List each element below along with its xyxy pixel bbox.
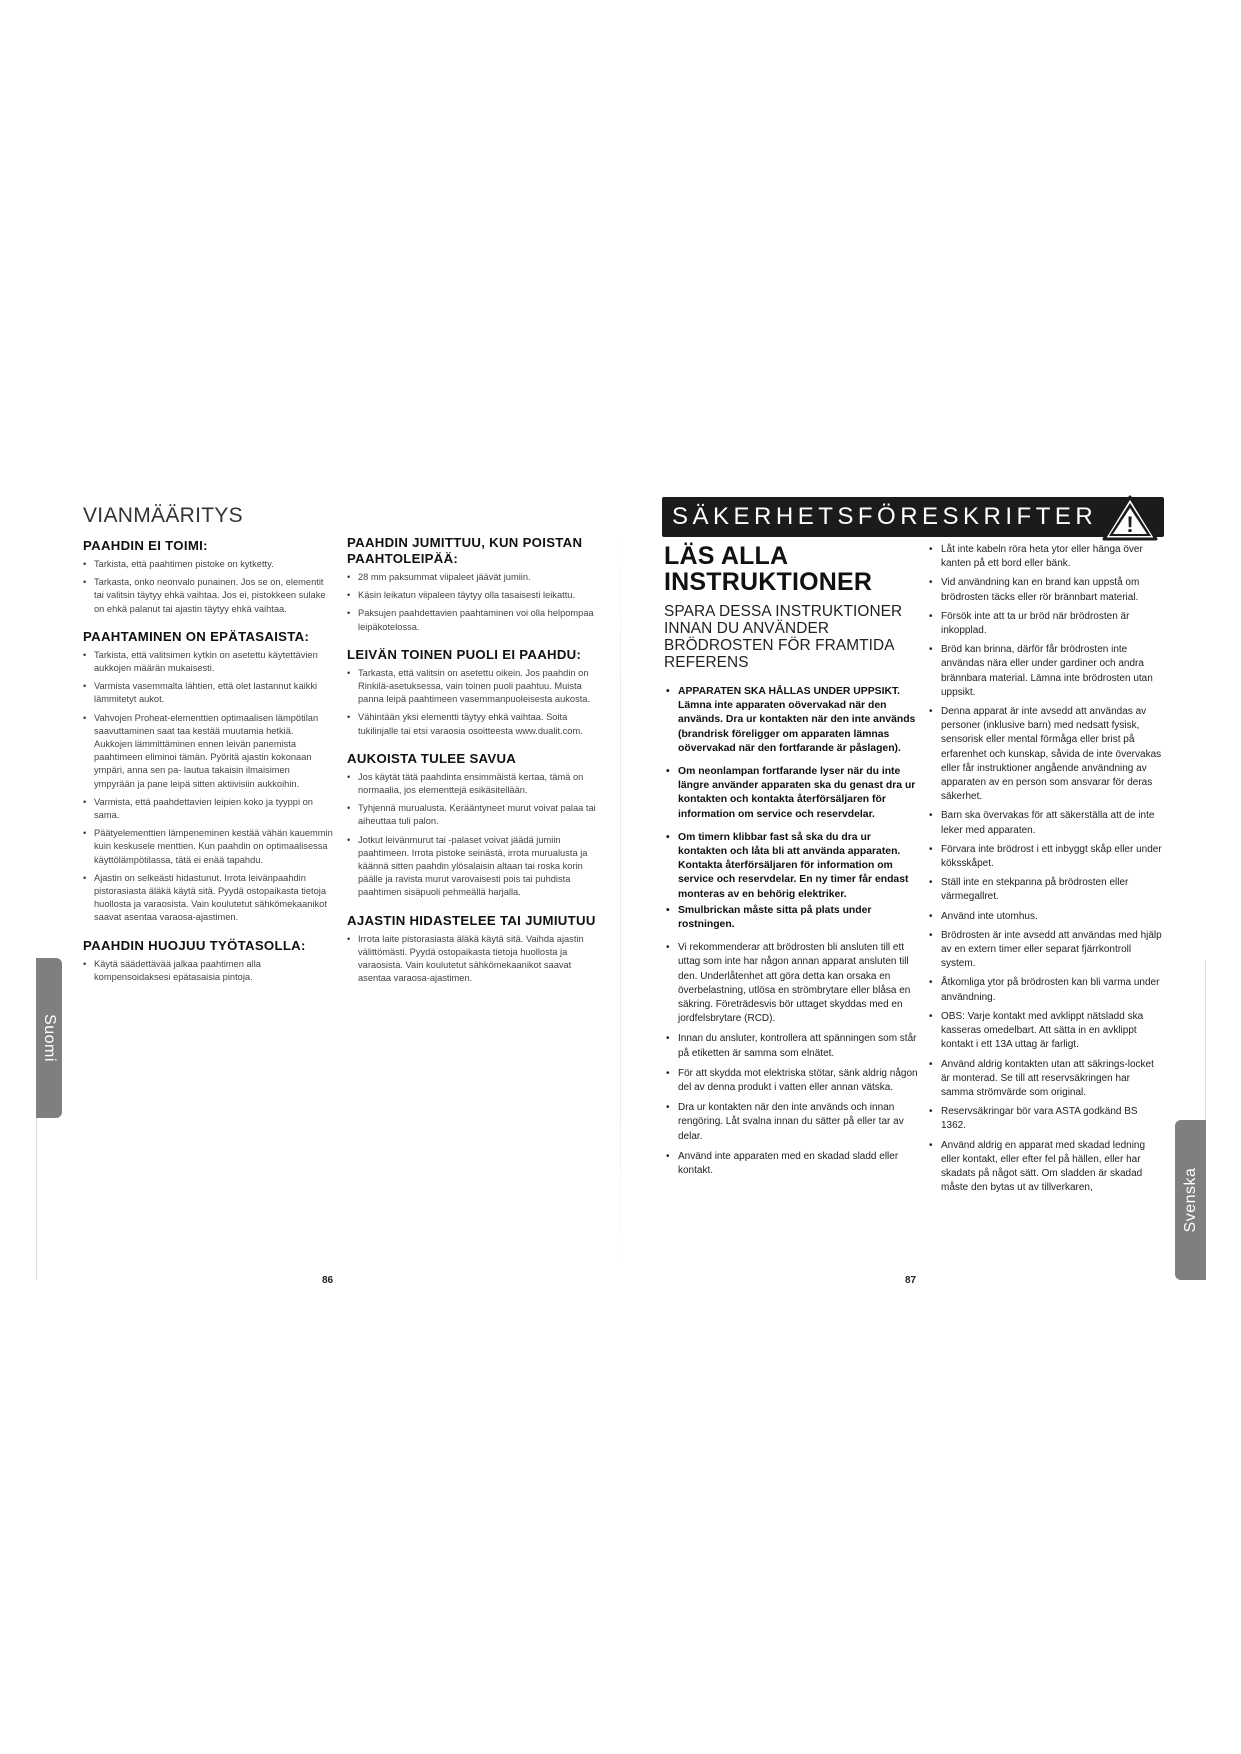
- side-tab-suomi: [36, 958, 62, 1118]
- fi-block-5: [347, 647, 597, 738]
- fi-item: • 28 mm paksummat viipaleet jäävät jumiin.: [347, 571, 597, 584]
- sv-item: • Vi rekommenderar att brödrosten bli ansluten till ett uttag som inte har någon annan apparat ansluten till den. Underlåtenhet att göra detta kan orsaka en överbelastning, utlösa en strömbrytare eller blåsa en säkring. Företrädesvis bör uttaget skyddas med en jordfelsbrytare (RCD).: [664, 941, 919, 1026]
- fi-item: • Tarkista, että paahtimen pistoke on kytketty.: [83, 558, 333, 571]
- sv-item: • Bröd kan brinna, därför får brödrosten inte användas nära eller under gardiner och andra brännbara material. Lämna inte brödrosten utan uppsikt.: [927, 643, 1165, 700]
- fi-block-2: [83, 629, 333, 925]
- fi-block-6: [347, 751, 597, 900]
- side-tab-svenska: [1175, 1120, 1206, 1280]
- fi-block-4: [347, 535, 597, 634]
- sv-item: • Innan du ansluter, kontrollera att spänningen som står på etiketten är samma som elnätet.: [664, 1032, 919, 1060]
- sv-item: • Försök inte att ta ur bröd när brödrosten är inkopplad.: [927, 610, 1165, 638]
- side-tab-label: Svenska: [1181, 1167, 1199, 1233]
- fi-item: • Tyhjennä murualusta. Kerääntyneet murut voivat palaa tai aiheuttaa tuli palon.: [347, 802, 597, 828]
- fi-item: • Vahvojen Proheat-elementtien optimaalisen lämpötilan saavuttaminen saat taa kestää muutamia hetkiä. Aukkojen lämmittäminen ennen leivän panemista paahtimeen eliminoi tämän. Pyöritä ajastin kokonaan ympäri, anna sen pa- lautua takaisin ilmaisimen ympyrään ja pane leipä sitten aktiivisiin aukkoihin.: [83, 712, 333, 791]
- fi-item: • Käytä säädettävää jalkaa paahtimen alla kompensoidaksesi epätasaisia pintoja.: [83, 958, 333, 984]
- sub-title: SPARA DESSA INSTRUKTIONER INNAN DU ANVÄNDER BRÖDROSTEN FÖR FRAMTIDA REFERENS: [664, 603, 903, 671]
- sv-item: • Brödrosten är inte avsedd att användas med hjälp av en extern timer eller separat fjärrkontroll system.: [927, 929, 1165, 972]
- right-column-3: [664, 543, 919, 1184]
- page-number-left: 86: [322, 1275, 334, 1286]
- warning-mark: !: [1126, 512, 1134, 537]
- fi-item: • Käsin leikatun viipaleen täytyy olla tasaisesti leikattu.: [347, 589, 597, 602]
- fi-item: • Irrota laite pistorasiasta äläkä käytä sitä. Vaihda ajastin välittömästi. Pyydä ostopaikasta tietoja huollosta ja varaosista. Vain koulutetut sähkömekaanikot saavat asentaa varaosa-ajastimen.: [347, 933, 597, 986]
- safety-banner: [662, 497, 1164, 537]
- left-column-2: [347, 535, 597, 998]
- fi-heading: PAAHTAMINEN ON EPÄTASAISTA:: [83, 628, 310, 644]
- sv-item: • Denna apparat är inte avsedd att användas av personer (inklusive barn) med nedsatt fysisk, sensorisk eller mental förmåga eller brist på erfarenhet och kunskap, såvida de inte övervakas eller får instruktioner angående användning av apparaten av en person som ansvarar för deras säkerhet.: [927, 705, 1165, 804]
- right-column-4: [927, 543, 1165, 1200]
- section-title-vianmaaritys: VIANMÄÄRITYS: [83, 504, 243, 527]
- sv-item: • Vid användning kan en brand kan uppstå om brödrosten täcks eller rör brännbart material.: [927, 576, 1165, 604]
- fi-block-3: [83, 938, 333, 984]
- side-tab-label: Suomi: [41, 1014, 58, 1062]
- fi-heading: AUKOISTA TULEE SAVUA: [347, 750, 517, 766]
- fi-item: • Tarkasta, että valitsin on asetettu oikein. Jos paahdin on Rinkilä-asetuksessa, vain toinen puoli paahtuu. Muista panna leipä paahtimeen vasemmanpuoleisesta aukosta.: [347, 667, 597, 707]
- fi-item: • Varmista, että paahdettavien leipien koko ja tyyppi on sama.: [83, 796, 333, 822]
- fi-item: • Varmista vasemmalta lähtien, että olet lastannut kaikki lämmitetyt aukot.: [83, 680, 333, 706]
- sv-bold-item: • Smulbrickan måste sitta på plats under rostningen.: [664, 904, 919, 932]
- banner-title: SÄKERHETSFÖRESKRIFTER: [672, 503, 1098, 530]
- fi-heading: PAAHDIN HUOJUU TYÖTASOLLA:: [83, 937, 306, 953]
- fi-block-7: [347, 913, 597, 986]
- warning-triangle-icon: [1100, 493, 1160, 543]
- main-title: LÄS ALLA INSTRUKTIONER: [664, 542, 873, 596]
- left-column-1: [83, 538, 333, 997]
- sv-item: • Använd aldrig en apparat med skadad ledning eller kontakt, eller efter fel på hällen, eller har skadats på något sätt. Om sladden är skadad måste den bytas ut av tillverkaren,: [927, 1139, 1165, 1196]
- sv-item: • Använd inte apparaten med en skadad sladd eller kontakt.: [664, 1150, 919, 1178]
- fi-heading: PAAHDIN EI TOIMI:: [83, 538, 208, 553]
- fi-item: • Jotkut leivänmurut tai -palaset voivat jäädä jumiin paahtimeen. Irrota pistoke seinästä, irrota murualusta ja käännä sitten paahdin ylösalaisin altaan tai roska korin päälle ja ravista murut varovaisesti pois tai puhdista paahtimen sisäpuoli pehmeällä harjalla.: [347, 834, 597, 900]
- sv-item: • Reservsäkringar bör vara ASTA godkänd BS 1362.: [927, 1105, 1165, 1133]
- fi-heading: AJASTIN HIDASTELEE TAI JUMIUTUU: [347, 912, 596, 928]
- fi-block-1: [83, 538, 333, 616]
- fi-item: • Vähintään yksi elementti täytyy ehkä vaihtaa. Soita tukilinjalle tai etsi varaosia osoitteesta www.dualit.com.: [347, 711, 597, 737]
- sv-item: • Åtkomliga ytor på brödrosten kan bli varma under användning.: [927, 976, 1165, 1004]
- page-fold: [620, 540, 621, 1260]
- sv-item: • OBS: Varje kontakt med avklippt nätsladd ska kasseras omedelbart. Att sätta in en avklippt kontakt i ett 13A uttag är farligt.: [927, 1010, 1165, 1053]
- sv-item: • Använd aldrig kontakten utan att säkrings-locket är monterad. Se till att reservsäkringen har samma strömvärde som original.: [927, 1058, 1165, 1101]
- sv-item: • Använd inte utomhus.: [927, 910, 1165, 924]
- fi-item: • Tarkista, että valitsimen kytkin on asetettu käytettävien aukkojen määrän mukaisesti.: [83, 649, 333, 675]
- sv-item: • Dra ur kontakten när den inte används och innan rengöring. Låt svalna innan du sätter på eller tar av delar.: [664, 1101, 919, 1144]
- fi-heading: LEIVÄN TOINEN PUOLI EI PAAHDU:: [347, 646, 582, 662]
- fi-item: • Ajastin on selkeästi hidastunut. Irrota leivänpaahdin pistorasiasta äläkä käytä sitä. Pyydä ostopaikasta tietoja huollosta ja varaosista. Vain koulutetut sähkömekaanikot saavat asentaa varaosa-ajastimen.: [83, 872, 333, 925]
- fi-item: • Tarkasta, onko neonvalo punainen. Jos se on, elementit tai valitsin täytyy ehkä vaihtaa. Jos ei, pistokkeen sulake on ehkä palanut tai ajastin täytyy ehkä vaihtaa.: [83, 576, 333, 616]
- sv-bold-item: • Om neonlampan fortfarande lyser när du inte längre använder apparaten ska du genast dra ur kontakten och kontakta återförsäljaren för information om service och reservdelar.: [664, 765, 919, 822]
- fi-item: • Paksujen paahdettavien paahtaminen voi olla helpompaa leipäkotelossa.: [347, 607, 597, 633]
- page-number-right: 87: [905, 1275, 917, 1286]
- sv-item: • Förvara inte brödrost i ett inbyggt skåp eller under köksskåpet.: [927, 843, 1165, 871]
- fi-item: • Päätyelementtien lämpeneminen kestää vähän kauemmin kuin keskusele menttien. Kun paahdin on optimaalisessa käyttölämpötilassa, tätä ei enää tapahdu.: [83, 827, 333, 867]
- sv-bold-item: • Om timern klibbar fast så ska du dra ur kontakten och låta bli att använda apparaten. Kontakta återförsäljaren för information om service och reservdelar. En ny timer får endast monteras av en behörig elektriker.: [664, 831, 919, 902]
- sv-item: • Ställ inte en stekpanna på brödrosten eller värmegallret.: [927, 876, 1165, 904]
- sv-item: • Låt inte kabeln röra heta ytor eller hänga över kanten på ett bord eller bänk.: [927, 543, 1165, 571]
- sv-item: • För att skydda mot elektriska stötar, sänk aldrig någon del av denna produkt i vatten eller annan vätska.: [664, 1067, 919, 1095]
- fi-item: • Jos käytät tätä paahdinta ensimmäistä kertaa, tämä on normaalia, jos elementtejä esikäsitellään.: [347, 771, 597, 797]
- sv-item: • Barn ska övervakas för att säkerställa att de inte leker med apparaten.: [927, 809, 1165, 837]
- fi-heading: PAAHDIN JUMITTUU, KUN POISTAN PAAHTOLEIPÄÄ:: [347, 535, 583, 566]
- sv-bold-item: • APPARATEN SKA HÅLLAS UNDER UPPSIKT. Lämna inte apparaten oövervakad när den används. Dra ur kontakten när den inte används (brandrisk föreligger om apparaten lämnas oövervakad när den fortfarande är påslagen).: [664, 685, 919, 756]
